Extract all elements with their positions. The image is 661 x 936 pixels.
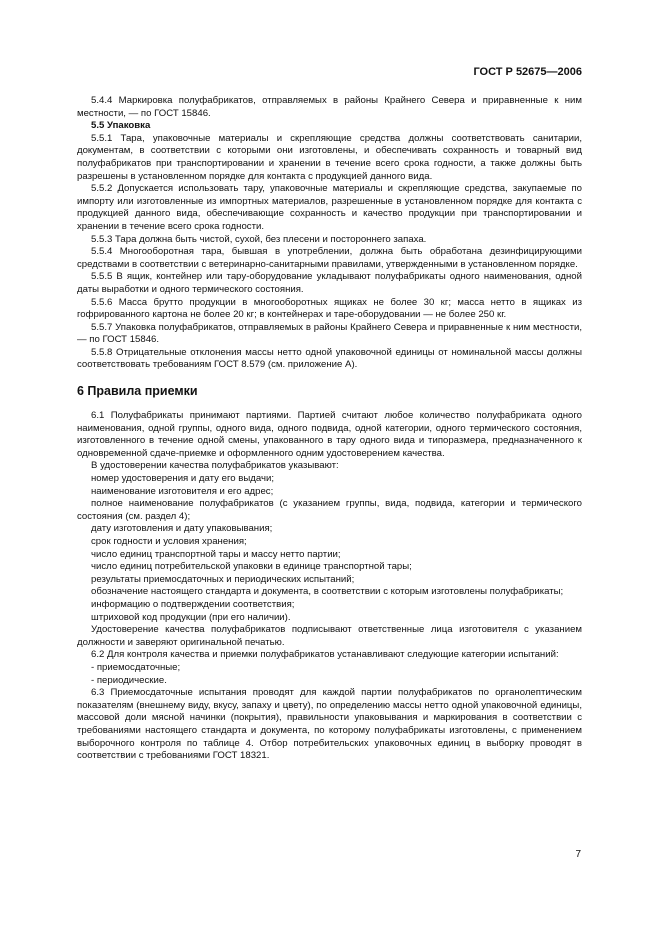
certificate-item: число единиц потребительской упаковки в единице транспортной тары;	[91, 561, 412, 573]
paragraph-5-5-8: 5.5.8 Отрицательные отклонения массы нетто одной упаковочной единицы от номинальной массы должны соответствовать требованиям ГОСТ 8.579 (см. приложение А).	[77, 346, 582, 371]
paragraph-5-4-4	[77, 95, 582, 120]
certificate-item: номер удостоверения и дату его выдачи;	[91, 473, 274, 485]
subsection-5-5-title: 5.5 Упаковка	[91, 120, 151, 132]
certificate-item: дату изготовления и дату упаковывания;	[91, 523, 273, 535]
certificate-item: полное наименование полуфабрикатов (с указанием группы, вида, подвида, категории и термического состояния (см. раздел 4);	[77, 498, 582, 522]
certificate-intro: В удостоверении качества полуфабрикатов указывают:	[91, 460, 339, 472]
paragraph-5-5-2: 5.5.2 Допускается использовать тару, упаковочные материалы и скрепляющие средства, закупаемые по импорту или изготовленные из импортных материалов, разрешенные в установленном порядке для контакта с продукцией данного вида, обеспечивающие сохранность и качество продукции при транспортировании и хранении в течение всего срока годности.	[77, 183, 582, 232]
page-number: 7	[575, 849, 581, 860]
paragraph-5-5-3: 5.5.3 Тара должна быть чистой, сухой, без плесени и постороннего запаха.	[91, 233, 427, 245]
certificate-item: срок годности и условия хранения;	[91, 536, 247, 547]
paragraph-5-5-1: 5.5.1 Тара, упаковочные материалы и скрепляющие средства должны соответствовать санитарии, документам, в соответствии с которыми они изготовлены, и обеспечивать сохранность и товарный вид полуфабрикатов при транспортировании и хранении в течение всего срока годности, а также должны быть разрешены в установленном порядке для контакта с продукцией данного вида.	[77, 132, 582, 182]
paragraph-5-5-4: 5.5.4 Многооборотная тара, бывшая в употреблении, должна быть обработана дезинфицирующими средствами в соответствии с ветеринарно-санитарными правилами, утвержденными в установленном порядке.	[77, 246, 582, 270]
document-id-header: ГОСТ Р 52675—2006	[473, 66, 582, 78]
certificate-item: результаты приемосдаточных и периодических испытаний;	[91, 573, 355, 585]
paragraph-6-2: 6.2 Для контроля качества и приемки полуфабрикатов устанавливают следующие категории испытаний:	[91, 649, 559, 661]
certificate-item: информацию о подтверждении соответствия;	[91, 598, 295, 610]
certificate-signature: Удостоверение качества полуфабрикатов подписывают ответственные лица изготовителя с указанием должности и заверяют оригинальной печатью.	[77, 624, 582, 648]
certificate-item: число единиц транспортной тары и массу нетто партии;	[91, 548, 341, 560]
paragraph-6-3: 6.3 Приемосдаточные испытания проводят для каждой партии полуфабрикатов по органолептическим показателям (внешнему виду, вкусу, запаху и цвету), по определению массы нетто одной упаковочной единицы, массовой доли мясной начинки (покрытия), правильности упаковывания и маркирования в соответствии с требованиями настоящего стандарта и документа, по которому полуфабрикаты изготовлены, с применением выборочного контроля по таблице 4. Отбор потребительских упаковочных единиц в выборку проводят в соответствии с требованиями ГОСТ 18321.	[77, 687, 582, 762]
paragraph-5-5-5: 5.5.5 В ящик, контейнер или тару-оборудование укладывают полуфабрикаты одного наименования, одной даты выработки и одного термического состояния.	[77, 271, 582, 295]
paragraph-5-5-6: 5.5.6 Масса брутто продукции в многооборотных ящиках не более 30 кг; масса нетто в ящиках из гофрированного картона не более 20 кг; в контейнерах и таре-оборудовании — не более 250 кг.	[77, 296, 582, 321]
certificate-item: наименование изготовителя и его адрес;	[91, 485, 274, 497]
certificate-item: обозначение настоящего стандарта и документа, в соответствии с которым изготовлены полуфабрикаты;	[91, 586, 564, 598]
paragraph-text: 5.4.4 Маркировка полуфабрикатов, отправляемых в районы Крайнего Севера и приравненные к ним местности, — по ГОСТ 15846.	[77, 95, 582, 119]
section-6-title: 6 Правила приемки	[77, 384, 198, 399]
paragraph-6-1: 6.1 Полуфабрикаты принимают партиями. Партией считают любое количество полуфабриката одного наименования, одной группы, одного вида, одного подвида, одной категории, одного термического состояния, изготовленного в течение одной смены, упакованного в тару одного вида и типоразмера, предназначенного к одновременной сдаче-приемке и оформленного одним удостоверением качества.	[77, 410, 582, 459]
document-body	[77, 95, 582, 763]
test-category-item: - периодические.	[91, 674, 167, 686]
certificate-item: штриховой код продукции (при его наличии).	[91, 611, 291, 623]
paragraph-5-5-7: 5.5.7 Упаковка полуфабрикатов, отправляемых в районы Крайнего Севера и приравненные к ним местности, — по ГОСТ 15846.	[77, 321, 582, 346]
test-category-item: - приемосдаточные;	[91, 661, 181, 673]
